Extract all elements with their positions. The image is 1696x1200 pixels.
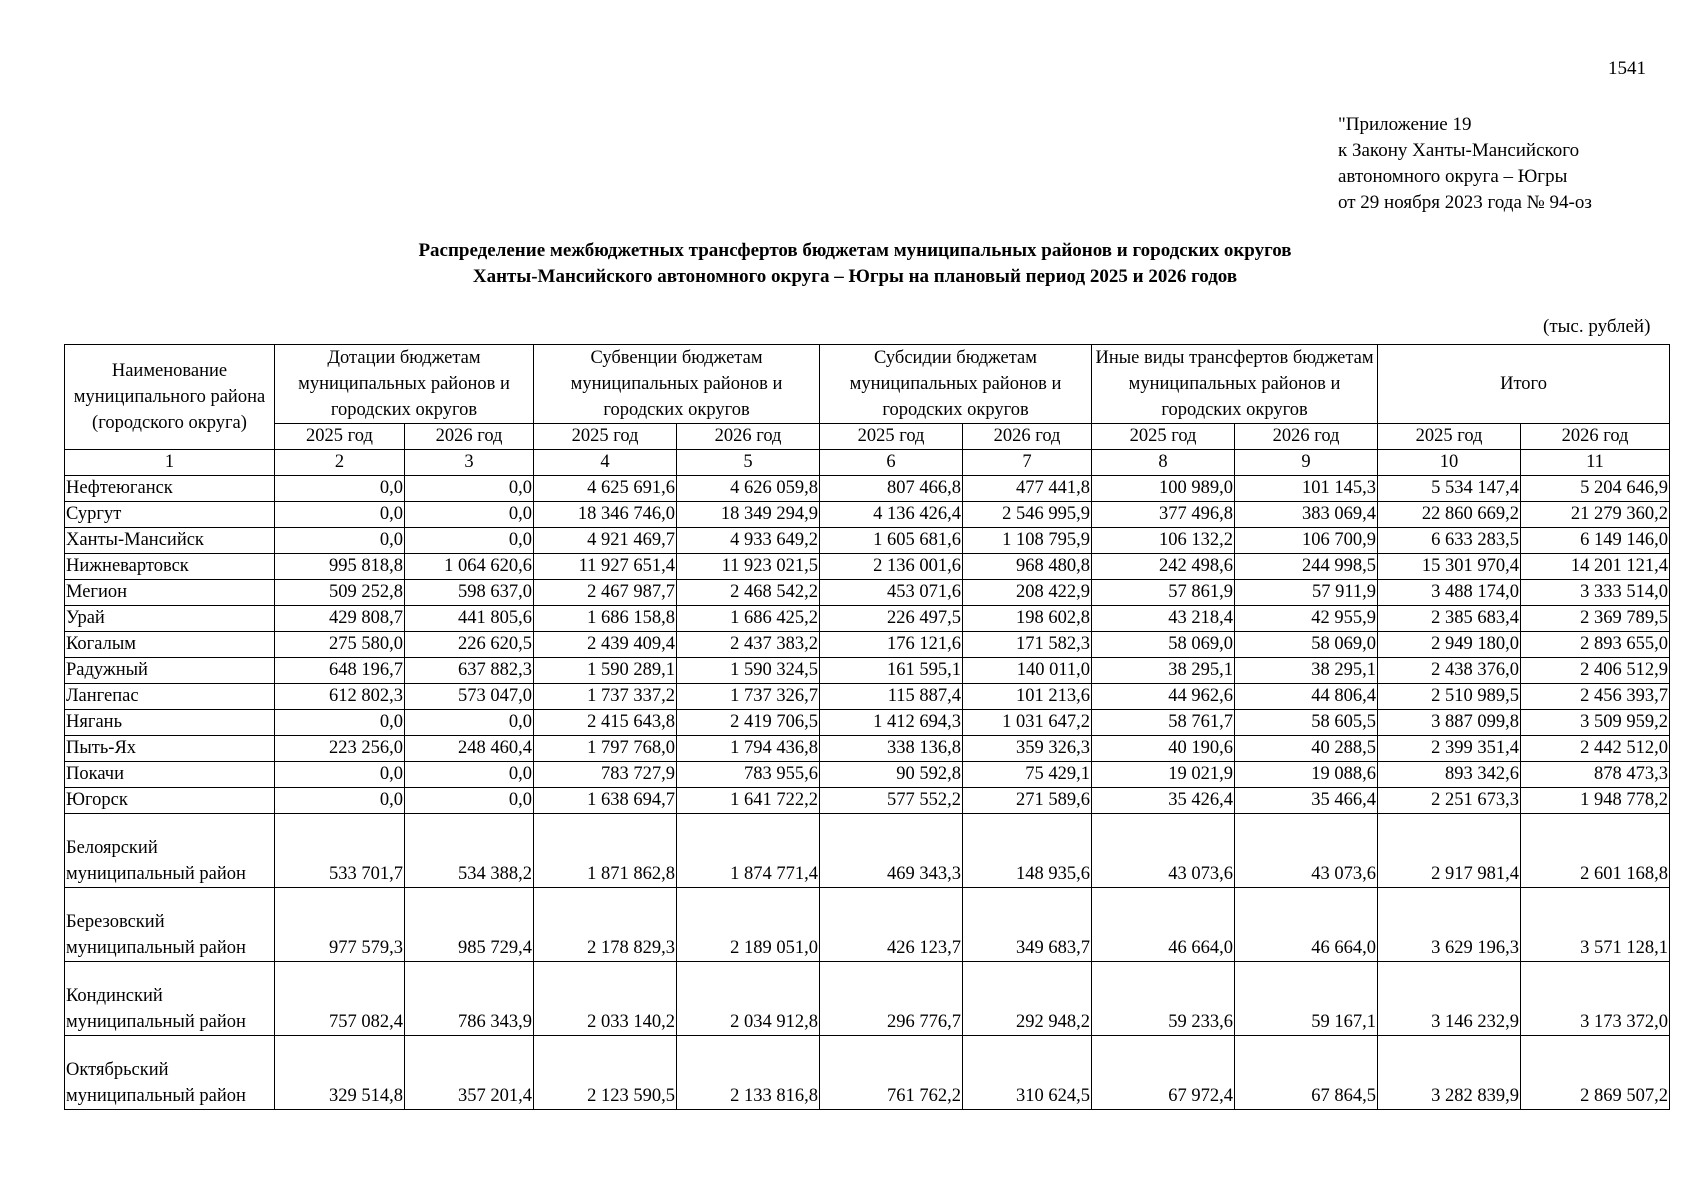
row-value: 2 178 829,3	[534, 888, 677, 962]
row-value: 2 467 987,7	[534, 580, 677, 606]
row-value: 2 893 655,0	[1521, 632, 1670, 658]
column-number: 11	[1521, 450, 1670, 476]
row-value: 4 933 649,2	[677, 528, 820, 554]
row-value: 1 590 324,5	[677, 658, 820, 684]
row-name: Радужный	[65, 658, 275, 684]
row-value: 2 468 542,2	[677, 580, 820, 606]
row-value: 3 488 174,0	[1378, 580, 1521, 606]
row-value: 0,0	[275, 762, 405, 788]
row-value: 198 602,8	[963, 606, 1092, 632]
row-value: 223 256,0	[275, 736, 405, 762]
row-value: 1 686 425,2	[677, 606, 820, 632]
row-value: 349 683,7	[963, 888, 1092, 962]
column-number: 1	[65, 450, 275, 476]
row-value: 1 686 158,8	[534, 606, 677, 632]
row-value: 426 123,7	[820, 888, 963, 962]
row-value: 1 064 620,6	[405, 554, 534, 580]
row-value: 0,0	[275, 476, 405, 502]
header-row-years	[65, 424, 1670, 450]
row-value: 57 861,9	[1092, 580, 1235, 606]
table-row	[65, 888, 1670, 962]
row-name: Белоярский муниципальный район	[65, 814, 275, 888]
row-value: 2 601 168,8	[1521, 814, 1670, 888]
row-value: 2 136 001,6	[820, 554, 963, 580]
row-value: 244 998,5	[1235, 554, 1378, 580]
row-name: Сургут	[65, 502, 275, 528]
row-value: 4 625 691,6	[534, 476, 677, 502]
row-value: 248 460,4	[405, 736, 534, 762]
header-other-transfers: Иные виды трансфертов бюджетам муниципальных районов и городских округов	[1092, 345, 1378, 424]
row-value: 573 047,0	[405, 684, 534, 710]
row-value: 22 860 669,2	[1378, 502, 1521, 528]
row-value: 2 456 393,7	[1521, 684, 1670, 710]
row-value: 383 069,4	[1235, 502, 1378, 528]
row-value: 57 911,9	[1235, 580, 1378, 606]
row-value: 2 442 512,0	[1521, 736, 1670, 762]
row-value: 878 473,3	[1521, 762, 1670, 788]
row-value: 786 343,9	[405, 962, 534, 1036]
row-value: 534 388,2	[405, 814, 534, 888]
row-value: 42 955,9	[1235, 606, 1378, 632]
row-value: 75 429,1	[963, 762, 1092, 788]
row-value: 43 218,4	[1092, 606, 1235, 632]
appendix-line: к Закону Ханты-Мансийского	[1338, 140, 1580, 161]
row-value: 58 605,5	[1235, 710, 1378, 736]
header-total: Итого	[1378, 345, 1670, 424]
row-value: 3 629 196,3	[1378, 888, 1521, 962]
column-number: 5	[677, 450, 820, 476]
row-value: 58 069,0	[1092, 632, 1235, 658]
row-value: 2 546 995,9	[963, 502, 1092, 528]
row-value: 757 082,4	[275, 962, 405, 1036]
row-value: 3 509 959,2	[1521, 710, 1670, 736]
table-row	[65, 962, 1670, 1036]
title-line: Ханты-Мансийского автономного округа – Югры на плановый период 2025 и 2026 годов	[472, 266, 1238, 287]
row-value: 0,0	[405, 476, 534, 502]
header-year-2026: 2026 год	[677, 424, 820, 450]
row-value: 1 590 289,1	[534, 658, 677, 684]
table-row	[65, 788, 1670, 814]
page-number: 1541	[1608, 58, 1646, 79]
row-value: 18 349 294,9	[677, 502, 820, 528]
row-value: 11 927 651,4	[534, 554, 677, 580]
column-number: 4	[534, 450, 677, 476]
row-value: 761 762,2	[820, 1036, 963, 1110]
row-value: 310 624,5	[963, 1036, 1092, 1110]
row-value: 101 213,6	[963, 684, 1092, 710]
table-row	[65, 632, 1670, 658]
row-value: 275 580,0	[275, 632, 405, 658]
row-value: 11 923 021,5	[677, 554, 820, 580]
row-value: 4 626 059,8	[677, 476, 820, 502]
row-value: 1 108 795,9	[963, 528, 1092, 554]
header-year-2025: 2025 год	[534, 424, 677, 450]
row-value: 44 806,4	[1235, 684, 1378, 710]
row-value: 226 620,5	[405, 632, 534, 658]
table-row	[65, 1036, 1670, 1110]
row-value: 4 921 469,7	[534, 528, 677, 554]
table-row	[65, 606, 1670, 632]
row-value: 0,0	[405, 762, 534, 788]
row-value: 598 637,0	[405, 580, 534, 606]
table-row	[65, 502, 1670, 528]
column-number: 10	[1378, 450, 1521, 476]
row-value: 3 887 099,8	[1378, 710, 1521, 736]
title-line: Распределение межбюджетных трансфертов бюджетам муниципальных районов и городских округов	[418, 240, 1292, 261]
header-row-groups	[65, 345, 1670, 424]
row-value: 6 149 146,0	[1521, 528, 1670, 554]
row-value: 59 167,1	[1235, 962, 1378, 1036]
table-row	[65, 762, 1670, 788]
row-value: 1 412 694,3	[820, 710, 963, 736]
header-year-2025: 2025 год	[1092, 424, 1235, 450]
appendix-reference	[1338, 112, 1592, 216]
row-value: 14 201 121,4	[1521, 554, 1670, 580]
row-value: 2 369 789,5	[1521, 606, 1670, 632]
row-name: Урай	[65, 606, 275, 632]
row-value: 2 133 816,8	[677, 1036, 820, 1110]
row-value: 2 438 376,0	[1378, 658, 1521, 684]
row-value: 1 871 862,8	[534, 814, 677, 888]
row-value: 612 802,3	[275, 684, 405, 710]
table-row	[65, 684, 1670, 710]
header-year-2025: 2025 год	[1378, 424, 1521, 450]
row-value: 161 595,1	[820, 658, 963, 684]
row-value: 0,0	[275, 788, 405, 814]
header-year-2026: 2026 год	[963, 424, 1092, 450]
row-value: 2 419 706,5	[677, 710, 820, 736]
column-number: 8	[1092, 450, 1235, 476]
row-value: 90 592,8	[820, 762, 963, 788]
row-value: 2 869 507,2	[1521, 1036, 1670, 1110]
row-value: 3 571 128,1	[1521, 888, 1670, 962]
row-value: 2 033 140,2	[534, 962, 677, 1036]
row-value: 0,0	[405, 710, 534, 736]
row-value: 0,0	[275, 528, 405, 554]
row-value: 893 342,6	[1378, 762, 1521, 788]
units-label: (тыс. рублей)	[1543, 316, 1651, 337]
row-value: 1 031 647,2	[963, 710, 1092, 736]
row-name: Нягань	[65, 710, 275, 736]
row-value: 3 173 372,0	[1521, 962, 1670, 1036]
row-value: 106 700,9	[1235, 528, 1378, 554]
row-value: 38 295,1	[1092, 658, 1235, 684]
table-row	[65, 814, 1670, 888]
row-value: 2 439 409,4	[534, 632, 677, 658]
row-value: 40 190,6	[1092, 736, 1235, 762]
row-value: 148 935,6	[963, 814, 1092, 888]
row-value: 1 737 337,2	[534, 684, 677, 710]
row-value: 469 343,3	[820, 814, 963, 888]
row-value: 509 252,8	[275, 580, 405, 606]
row-value: 208 422,9	[963, 580, 1092, 606]
header-row-column-numbers	[65, 450, 1670, 476]
row-name: Мегион	[65, 580, 275, 606]
appendix-line: от 29 ноября 2023 года № 94-оз	[1338, 192, 1592, 213]
row-name: Березовский муниципальный район	[65, 888, 275, 962]
row-value: 2 251 673,3	[1378, 788, 1521, 814]
header-year-2026: 2026 год	[1521, 424, 1670, 450]
row-value: 637 882,3	[405, 658, 534, 684]
row-value: 2 510 989,5	[1378, 684, 1521, 710]
row-value: 0,0	[275, 502, 405, 528]
table-row	[65, 658, 1670, 684]
row-value: 292 948,2	[963, 962, 1092, 1036]
header-name: Наименование муниципального района (городского округа)	[65, 345, 275, 450]
column-number: 6	[820, 450, 963, 476]
row-value: 453 071,6	[820, 580, 963, 606]
transfers-table	[64, 344, 1670, 1110]
row-value: 2 415 643,8	[534, 710, 677, 736]
row-value: 43 073,6	[1092, 814, 1235, 888]
table-row	[65, 554, 1670, 580]
table-row	[65, 476, 1670, 502]
row-value: 2 123 590,5	[534, 1036, 677, 1110]
row-value: 1 641 722,2	[677, 788, 820, 814]
row-value: 106 132,2	[1092, 528, 1235, 554]
table-row	[65, 528, 1670, 554]
row-value: 46 664,0	[1235, 888, 1378, 962]
column-number: 7	[963, 450, 1092, 476]
row-value: 648 196,7	[275, 658, 405, 684]
row-value: 40 288,5	[1235, 736, 1378, 762]
row-value: 985 729,4	[405, 888, 534, 962]
header-dotations: Дотации бюджетам муниципальных районов и городских округов	[275, 345, 534, 424]
row-value: 0,0	[405, 788, 534, 814]
row-value: 58 761,7	[1092, 710, 1235, 736]
header-subsidies: Субсидии бюджетам муниципальных районов и городских округов	[820, 345, 1092, 424]
header-subventions: Субвенции бюджетам муниципальных районов и городских округов	[534, 345, 820, 424]
row-value: 1 797 768,0	[534, 736, 677, 762]
row-value: 100 989,0	[1092, 476, 1235, 502]
row-value: 0,0	[405, 528, 534, 554]
row-value: 783 727,9	[534, 762, 677, 788]
row-value: 338 136,8	[820, 736, 963, 762]
column-number: 2	[275, 450, 405, 476]
row-value: 2 189 051,0	[677, 888, 820, 962]
row-value: 329 514,8	[275, 1036, 405, 1110]
row-value: 35 466,4	[1235, 788, 1378, 814]
column-number: 9	[1235, 450, 1378, 476]
row-value: 3 333 514,0	[1521, 580, 1670, 606]
header-year-2026: 2026 год	[1235, 424, 1378, 450]
row-value: 968 480,8	[963, 554, 1092, 580]
document-title	[0, 238, 1696, 290]
row-value: 357 201,4	[405, 1036, 534, 1110]
row-value: 3 146 232,9	[1378, 962, 1521, 1036]
row-value: 226 497,5	[820, 606, 963, 632]
header-year-2025: 2025 год	[820, 424, 963, 450]
row-value: 0,0	[275, 710, 405, 736]
row-value: 995 818,8	[275, 554, 405, 580]
row-value: 19 088,6	[1235, 762, 1378, 788]
row-value: 176 121,6	[820, 632, 963, 658]
row-value: 19 021,9	[1092, 762, 1235, 788]
row-value: 2 406 512,9	[1521, 658, 1670, 684]
row-value: 67 864,5	[1235, 1036, 1378, 1110]
row-value: 2 949 180,0	[1378, 632, 1521, 658]
row-value: 1 638 694,7	[534, 788, 677, 814]
row-name: Кондинский муниципальный район	[65, 962, 275, 1036]
row-value: 1 948 778,2	[1521, 788, 1670, 814]
row-value: 429 808,7	[275, 606, 405, 632]
table-row	[65, 736, 1670, 762]
row-value: 18 346 746,0	[534, 502, 677, 528]
row-value: 44 962,6	[1092, 684, 1235, 710]
row-name: Нефтеюганск	[65, 476, 275, 502]
row-value: 377 496,8	[1092, 502, 1235, 528]
appendix-line: автономного округа – Югры	[1338, 166, 1568, 187]
row-value: 58 069,0	[1235, 632, 1378, 658]
header-year-2025: 2025 год	[275, 424, 405, 450]
row-name: Нижневартовск	[65, 554, 275, 580]
row-name: Ханты-Мансийск	[65, 528, 275, 554]
row-value: 477 441,8	[963, 476, 1092, 502]
row-value: 171 582,3	[963, 632, 1092, 658]
row-value: 21 279 360,2	[1521, 502, 1670, 528]
row-value: 296 776,7	[820, 962, 963, 1036]
row-value: 977 579,3	[275, 888, 405, 962]
row-value: 577 552,2	[820, 788, 963, 814]
row-value: 359 326,3	[963, 736, 1092, 762]
column-number: 3	[405, 450, 534, 476]
header-year-2026: 2026 год	[405, 424, 534, 450]
row-name: Октябрьский муниципальный район	[65, 1036, 275, 1110]
row-value: 115 887,4	[820, 684, 963, 710]
row-value: 3 282 839,9	[1378, 1036, 1521, 1110]
row-value: 2 385 683,4	[1378, 606, 1521, 632]
row-name: Когалым	[65, 632, 275, 658]
appendix-line: "Приложение 19	[1338, 114, 1472, 135]
row-value: 43 073,6	[1235, 814, 1378, 888]
row-value: 1 605 681,6	[820, 528, 963, 554]
row-value: 46 664,0	[1092, 888, 1235, 962]
row-value: 271 589,6	[963, 788, 1092, 814]
row-value: 6 633 283,5	[1378, 528, 1521, 554]
row-name: Покачи	[65, 762, 275, 788]
row-name: Лангепас	[65, 684, 275, 710]
row-value: 38 295,1	[1235, 658, 1378, 684]
row-value: 807 466,8	[820, 476, 963, 502]
row-value: 5 204 646,9	[1521, 476, 1670, 502]
row-value: 59 233,6	[1092, 962, 1235, 1036]
row-value: 140 011,0	[963, 658, 1092, 684]
row-value: 35 426,4	[1092, 788, 1235, 814]
row-value: 67 972,4	[1092, 1036, 1235, 1110]
row-value: 2 437 383,2	[677, 632, 820, 658]
row-value: 0,0	[405, 502, 534, 528]
row-value: 783 955,6	[677, 762, 820, 788]
table-row	[65, 710, 1670, 736]
row-value: 533 701,7	[275, 814, 405, 888]
row-name: Пыть-Ях	[65, 736, 275, 762]
row-value: 1 794 436,8	[677, 736, 820, 762]
row-value: 2 917 981,4	[1378, 814, 1521, 888]
row-value: 5 534 147,4	[1378, 476, 1521, 502]
table-row	[65, 580, 1670, 606]
row-value: 1 737 326,7	[677, 684, 820, 710]
row-name: Югорск	[65, 788, 275, 814]
row-value: 1 874 771,4	[677, 814, 820, 888]
row-value: 242 498,6	[1092, 554, 1235, 580]
row-value: 4 136 426,4	[820, 502, 963, 528]
row-value: 2 399 351,4	[1378, 736, 1521, 762]
table-body	[65, 476, 1670, 1110]
row-value: 441 805,6	[405, 606, 534, 632]
row-value: 15 301 970,4	[1378, 554, 1521, 580]
row-value: 101 145,3	[1235, 476, 1378, 502]
row-value: 2 034 912,8	[677, 962, 820, 1036]
